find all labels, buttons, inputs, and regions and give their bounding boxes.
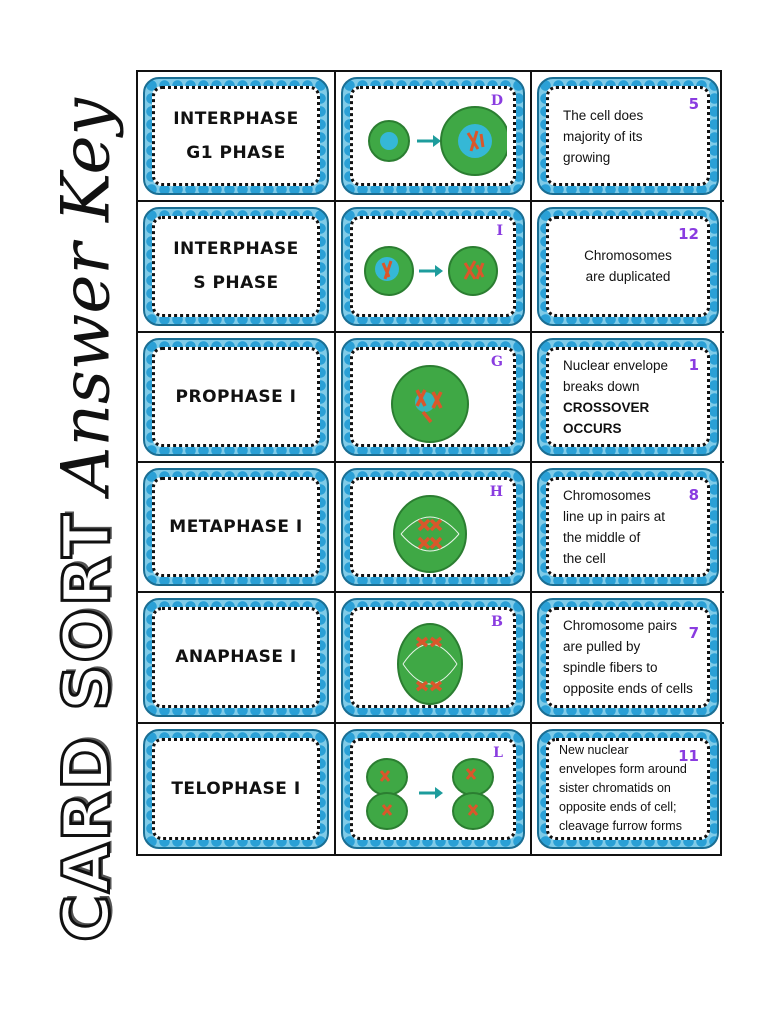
cell-growth-illustration xyxy=(353,89,507,191)
arrow-head-icon xyxy=(435,265,443,277)
description-cell xyxy=(532,593,724,723)
phase-cell xyxy=(138,202,336,332)
phase-name-line: METAPHASE I xyxy=(169,517,303,538)
cell xyxy=(449,247,497,295)
description-cell xyxy=(532,463,724,593)
image-card xyxy=(341,77,525,195)
phase-name-line: INTERPHASE xyxy=(173,109,299,130)
card-number: 11 xyxy=(678,746,699,765)
cell xyxy=(394,496,466,572)
card-letter: B xyxy=(491,614,503,631)
side-title xyxy=(48,98,125,942)
description-line: the cell xyxy=(563,551,606,567)
phase-card xyxy=(143,77,329,195)
phase-name-line: INTERPHASE xyxy=(173,239,299,260)
card-number: 1 xyxy=(688,355,699,374)
nucleus xyxy=(380,132,398,150)
description-text xyxy=(549,355,707,439)
description-line: growing xyxy=(563,149,611,165)
card-letter: H xyxy=(489,483,503,500)
phase-name xyxy=(176,380,297,414)
card-letter: G xyxy=(491,353,503,370)
phase-cell xyxy=(138,463,336,593)
description-cell xyxy=(532,333,724,463)
image-card xyxy=(341,338,525,456)
phase-card xyxy=(143,468,329,586)
description-text xyxy=(549,615,707,699)
image-card xyxy=(341,468,525,586)
description-cell xyxy=(532,202,724,332)
image-card xyxy=(341,598,525,716)
cell xyxy=(398,624,462,704)
phase-card xyxy=(143,207,329,325)
phase-name xyxy=(173,232,299,300)
description-line: are duplicated xyxy=(585,269,671,285)
description-line: envelopes form around xyxy=(559,762,687,777)
description-line: Chromosome pairs xyxy=(563,618,678,634)
description-card xyxy=(537,207,719,325)
description-line: opposite ends of cells xyxy=(563,681,693,697)
description-line: spindle fibers to xyxy=(563,660,658,676)
card-number: 7 xyxy=(688,624,699,643)
description-card xyxy=(537,338,719,456)
phase-name-line: ANAPHASE I xyxy=(175,647,297,668)
description-line: majority of its xyxy=(563,128,643,144)
description-text xyxy=(549,245,707,287)
card-letter: I xyxy=(496,223,503,240)
phase-name-line: TELOPHASE I xyxy=(171,778,301,799)
image-cell xyxy=(336,72,532,202)
phase-name xyxy=(173,102,299,170)
phase-cell xyxy=(138,724,336,854)
arrow-head-icon xyxy=(435,787,443,799)
phase-name-line: PROPHASE I xyxy=(175,386,297,407)
image-cell xyxy=(336,593,532,723)
phase-name xyxy=(169,510,302,544)
description-line: cleavage furrow forms xyxy=(559,819,682,834)
metaphase-illustration xyxy=(353,480,507,582)
description-line: are pulled by xyxy=(563,639,641,655)
description-card xyxy=(537,729,719,849)
image-card xyxy=(341,207,525,325)
description-line: New nuclear xyxy=(559,743,629,758)
description-cell xyxy=(532,72,724,202)
phase-card xyxy=(143,729,329,849)
description-text xyxy=(549,105,707,168)
description-line: Nuclear envelope xyxy=(563,357,669,373)
arrow-head-icon xyxy=(433,135,441,147)
description-line: opposite ends of cell; xyxy=(559,800,677,815)
image-cell xyxy=(336,724,532,854)
image-cell xyxy=(336,463,532,593)
card-grid xyxy=(136,70,722,856)
phase-card xyxy=(143,598,329,716)
card-number: 12 xyxy=(678,225,699,244)
image-card xyxy=(341,729,525,849)
description-card xyxy=(537,77,719,195)
description-line: breaks down xyxy=(563,378,640,394)
description-card xyxy=(537,468,719,586)
description-card xyxy=(537,598,719,716)
card-number: 8 xyxy=(688,485,699,504)
description-line: Chromosomes xyxy=(563,488,651,504)
description-line: The cell does xyxy=(563,107,644,123)
crossover-emphasis: CROSSOVER OCCURS xyxy=(563,399,650,436)
image-cell xyxy=(336,333,532,463)
phase-cell xyxy=(138,593,336,723)
description-line: sister chromatids on xyxy=(559,781,671,796)
phase-name xyxy=(171,772,300,806)
card-sort-title: CARD SORT xyxy=(50,512,125,942)
phase-cell xyxy=(138,72,336,202)
dna-replication-illustration xyxy=(353,219,507,321)
anaphase-illustration xyxy=(353,610,507,712)
description-line: line up in pairs at xyxy=(563,509,666,525)
phase-name-line: G1 PHASE xyxy=(186,143,286,164)
description-line: Chromosomes xyxy=(584,248,672,264)
description-text xyxy=(549,485,707,569)
card-letter: L xyxy=(493,744,503,761)
phase-card xyxy=(143,338,329,456)
description-line: the middle of xyxy=(563,530,641,546)
card-number: 5 xyxy=(688,95,699,113)
description-cell xyxy=(532,724,724,854)
card-letter: D xyxy=(490,93,503,109)
phase-name-line: S PHASE xyxy=(193,273,279,294)
telophase-illustration xyxy=(353,741,507,843)
answer-key-title: Answer Key xyxy=(47,98,125,495)
prophase-illustration xyxy=(353,350,507,452)
phase-cell xyxy=(138,333,336,463)
image-cell xyxy=(336,202,532,332)
phase-name xyxy=(175,640,297,674)
